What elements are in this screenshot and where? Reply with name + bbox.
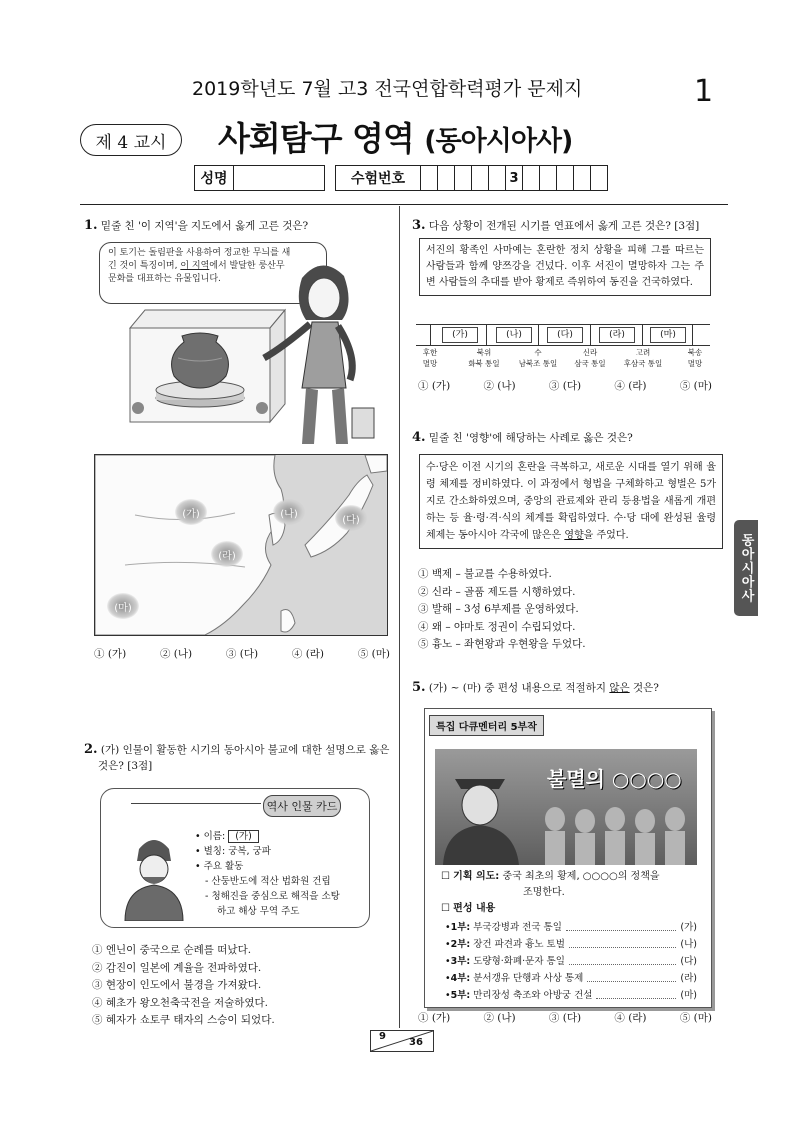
doc-part-row: • 5부: 만리장성 축조와 아방궁 건설 (마) (445, 987, 697, 1004)
event-dynasty: 수 (534, 348, 542, 357)
part-label: 2부: (450, 939, 471, 950)
q4-text: 밑줄 친 '영향'에 해당하는 사례로 옳은 것은? (428, 432, 633, 444)
timeline-tick (430, 324, 431, 346)
q5-option[interactable]: ④ (라) (614, 1012, 647, 1024)
page-number: 1 (694, 74, 714, 109)
event-desc: 화북 통일 (468, 359, 500, 368)
period-badge (80, 124, 182, 156)
timeline-event (678, 347, 712, 369)
q5-text: (가) ~ (마) 중 편성 내용으로 적절하지 (428, 682, 606, 694)
plan-text: 중국 최초의 황제, ○○○○의 정책을 (502, 871, 660, 882)
subject-sub: (동아시아사) (424, 126, 573, 157)
q3-option[interactable]: ③ (다) (548, 380, 582, 392)
east-asia-map (94, 454, 388, 636)
part-tag: (마) (680, 990, 697, 1001)
subject-title (218, 113, 572, 160)
q5-option[interactable]: ① (가) (418, 1012, 451, 1024)
q1-option[interactable]: ④ (라) (291, 648, 325, 660)
q2-option[interactable]: ⑤ 혜자가 쇼토쿠 태자의 스승이 되었다. (92, 1014, 275, 1026)
event-desc: 멸망 (687, 359, 703, 368)
event-desc: 남북조 통일 (518, 359, 558, 368)
timeline-event (412, 347, 448, 369)
q3-options (418, 378, 712, 396)
q2-stem (84, 742, 396, 774)
map-marker-ma: (마) (107, 593, 139, 619)
timeline-events (412, 347, 716, 373)
q3-option[interactable]: ① (가) (418, 380, 451, 392)
part-label: 5부: (450, 990, 471, 1001)
bubble-text: 긴 것이 특징이며, (108, 261, 178, 271)
part-label: 4부: (450, 973, 471, 984)
documentary-panel (424, 708, 712, 1008)
q5-underline: 않은 (609, 682, 630, 694)
exam-title: 2019학년도 7월 고3 전국연합학력평가 문제지 (192, 78, 583, 100)
timeline-event (516, 347, 560, 369)
doc-part-row: • 4부: 분서갱유 단행과 사상 통제 (라) (445, 970, 697, 987)
map-marker-da: (다) (335, 505, 367, 531)
exam-no-label: 수험번호 (335, 165, 421, 191)
q4-passage-text: 수·당은 이전 시기의 혼란을 극복하고, 새로운 시대를 열기 위해 율령 체제를 정비하였다. 이 과정에서 형법을 구체화하고 형벌은 5가지로 간소화하였으며, 중앙의 관료제와 관리 등용법을 새롭게 개편하는 등 율·령·격·식의 체계를 확립하였다. 수·당 대에 완성된 율령 체제는 동아시아 각국에 많은 (426, 462, 716, 541)
q1-options (94, 646, 390, 664)
bubble-line: 문화를 대표하는 유물입니다. (108, 274, 221, 284)
q5-stem (412, 680, 659, 696)
history-figure-card (100, 788, 370, 928)
doc-part-row: • 3부: 도량형·화폐·문자 통일 (다) (445, 953, 697, 970)
timeline-period: (라) (599, 327, 635, 343)
q4-passage-text: 은 (551, 530, 562, 541)
historical-figure-portrait (115, 831, 193, 921)
digit-box (472, 165, 489, 191)
q4-underline: 영향 (564, 530, 584, 541)
current-page: 9 (379, 1031, 386, 1042)
presenter-woman-illustration (262, 258, 382, 448)
event-dynasty: 신라 (582, 348, 598, 357)
doc-contents-heading: ☐ 편성 내용 (441, 903, 496, 914)
q2-option[interactable]: ② 감진이 일본에 계율을 전파하였다. (92, 961, 262, 974)
subject-side-tab: 동아시아사 (734, 520, 758, 616)
q4-option[interactable]: ② 신라 – 골품 제도를 시행하였다. (418, 585, 576, 598)
timeline-tick (692, 324, 693, 346)
digit-box: 3 (506, 165, 523, 191)
card-details (195, 829, 340, 919)
card-activity: - 청해진을 중심으로 해적을 소탕 (205, 891, 340, 902)
digit-box (540, 165, 557, 191)
doc-title: 불멸의 ○○○○ (547, 767, 682, 791)
q2-text: (가) 인물이 활동한 시기의 동아시아 불교에 대한 설명으로 옳은 (100, 744, 390, 756)
q2-text: 것은? [3점] (98, 760, 153, 772)
timeline-tick (590, 324, 591, 346)
exam-no-field[interactable] (421, 165, 608, 191)
card-name-box: (가) (228, 830, 259, 843)
event-dynasty: 후한 (422, 348, 438, 357)
q2-options (92, 942, 275, 1030)
digit-box (455, 165, 472, 191)
page-indicator (370, 1030, 434, 1052)
event-dynasty: 북위 (476, 348, 492, 357)
q2-option[interactable]: ① 엔닌이 중국으로 순례를 떠났다. (92, 944, 252, 956)
card-name-line (195, 829, 340, 844)
card-title: 역사 인물 카드 (263, 795, 341, 817)
card-activity: 하고 해상 무역 주도 (217, 906, 300, 917)
q3-timeline (416, 324, 710, 346)
part-text: 만리장성 축조와 아방궁 건설 (473, 990, 593, 1001)
card-activity: - 산둥반도에 적산 법화원 건립 (205, 876, 331, 887)
timeline-event (618, 347, 668, 369)
q1-option[interactable]: ② (나) (159, 648, 193, 660)
bubble-underline: 이 지역 (180, 261, 210, 271)
doc-tag: 특집 다큐멘터리 5부작 (429, 715, 544, 736)
doc-plan-line: ☐ 기획 의도: 중국 최초의 황제, ○○○○의 정책을 (441, 871, 660, 882)
timeline-tick (486, 324, 487, 346)
q1-option[interactable]: ③ (다) (225, 648, 259, 660)
card-name-label: • 이름: (195, 831, 226, 842)
q1-option[interactable]: ⑤ (마) (357, 648, 390, 660)
q4-option[interactable]: ⑤ 흉노 – 좌현왕과 우현왕을 두었다. (418, 638, 586, 650)
digit-box (438, 165, 455, 191)
part-label: 3부: (450, 956, 471, 967)
q5-text: 것은? (632, 682, 659, 694)
map-marker-na: (나) (273, 499, 305, 525)
q3-number: 3. (412, 218, 426, 233)
q4-number: 4. (412, 430, 426, 445)
q5-number: 5. (412, 680, 426, 695)
q1-stem (84, 218, 308, 234)
q5-option[interactable]: ② (나) (483, 1012, 516, 1024)
map-marker-ra: (라) (211, 541, 243, 567)
name-field[interactable] (234, 165, 325, 191)
event-dynasty: 북송 (687, 348, 703, 357)
part-label: 1부: (450, 922, 471, 933)
timeline-event (569, 347, 611, 369)
card-rule (131, 803, 261, 804)
q5-options (418, 1010, 712, 1028)
digit-box (489, 165, 506, 191)
q1-option[interactable]: ① (가) (94, 648, 127, 660)
part-text: 장건 파견과 흉노 토벌 (473, 939, 565, 950)
q5-option[interactable]: ③ (다) (548, 1012, 582, 1024)
q4-options (418, 566, 586, 654)
doc-plan (441, 869, 703, 917)
q2-option[interactable]: ④ 혜초가 왕오천축국전을 저술하였다. (92, 996, 268, 1009)
q1-number: 1. (84, 218, 98, 233)
q4-option[interactable]: ④ 왜 – 야마토 정권이 수립되었다. (418, 620, 576, 633)
q3-text: 다음 상황이 전개된 시기를 연표에서 옳게 고른 것은? [3점] (428, 220, 700, 232)
digit-box (574, 165, 591, 191)
q4-option[interactable]: ③ 발해 – 3성 6부제를 운영하였다. (418, 603, 579, 615)
q5-option[interactable]: ⑤ (마) (679, 1012, 712, 1024)
q3-option[interactable]: ⑤ (마) (679, 380, 712, 392)
doc-part-row: • 1부: 부국강병과 전국 통일 (가) (445, 919, 697, 936)
q4-option[interactable]: ① 백제 – 불교를 수용하였다. (418, 568, 552, 580)
q4-stem (412, 430, 633, 446)
contents-label: 편성 내용 (453, 903, 496, 914)
candidate-info-row (194, 165, 608, 191)
name-label: 성명 (194, 165, 234, 191)
doc-image (435, 749, 697, 865)
q4-passage (419, 454, 723, 549)
bubble-text: 에서 발달한 룽산무 (209, 261, 285, 271)
part-text: 도량형·화폐·문자 통일 (473, 956, 565, 967)
subject-main: 사회탐구 영역 (218, 119, 414, 158)
timeline-period: (나) (496, 327, 532, 343)
timeline-tick (538, 324, 539, 346)
q3-passage: 서진의 황족인 사마예는 혼란한 정치 상황을 피해 그를 따르는 사람들과 함께 양쯔강을 건넜다. 이후 서진이 멸망하자 그는 주변 사람들의 추대를 받아 황제로 즉위하여 동진을 건국하였다. (419, 238, 711, 296)
q1-text: 밑줄 친 '이 지역'을 지도에서 옳게 고른 것은? (100, 220, 309, 232)
map-marker-ga: (가) (175, 499, 207, 525)
part-text: 분서갱유 단행과 사상 통제 (473, 973, 584, 984)
part-text: 부국강병과 전국 통일 (473, 922, 562, 933)
column-divider (399, 206, 400, 1028)
q3-option[interactable]: ④ (라) (614, 380, 647, 392)
event-desc: 후삼국 통일 (623, 359, 663, 368)
timeline-tick (642, 324, 643, 346)
q2-line (84, 742, 396, 758)
plan-label: 기획 의도: (453, 871, 500, 882)
plan-text: 조명한다. (523, 887, 565, 898)
q3-stem (412, 218, 699, 234)
part-tag: (다) (680, 956, 697, 967)
event-desc: 삼국 통일 (574, 359, 606, 368)
timeline-period: (마) (650, 327, 686, 343)
timeline-period: (가) (442, 327, 478, 343)
period-label: 제 4 교시 (95, 132, 167, 153)
q4-passage-text: 을 주었다. (583, 530, 629, 541)
timeline-period: (다) (547, 327, 583, 343)
part-tag: (나) (680, 939, 697, 950)
card-alias: • 별칭: 궁복, 궁파 (195, 846, 271, 857)
digit-box (523, 165, 540, 191)
event-desc: 멸망 (422, 359, 438, 368)
digit-box (591, 165, 608, 191)
part-tag: (가) (680, 922, 697, 933)
q2-option[interactable]: ③ 현장이 인도에서 불경을 가져왔다. (92, 979, 262, 991)
timeline-event (464, 347, 504, 369)
event-dynasty: 고려 (635, 348, 651, 357)
digit-box (421, 165, 438, 191)
bubble-line: 이 토기는 돌림판을 사용하여 정교한 무늬를 새 (108, 248, 291, 258)
q3-option[interactable]: ② (나) (483, 380, 516, 392)
doc-parts (445, 919, 697, 1004)
doc-part-row: • 2부: 장건 파견과 흉노 토벌 (나) (445, 936, 697, 953)
q2-number: 2. (84, 742, 98, 757)
part-tag: (라) (680, 973, 697, 984)
digit-box (557, 165, 574, 191)
card-activity-label: • 주요 활동 (195, 861, 244, 872)
total-pages: 36 (409, 1037, 423, 1048)
header-divider (80, 204, 728, 205)
